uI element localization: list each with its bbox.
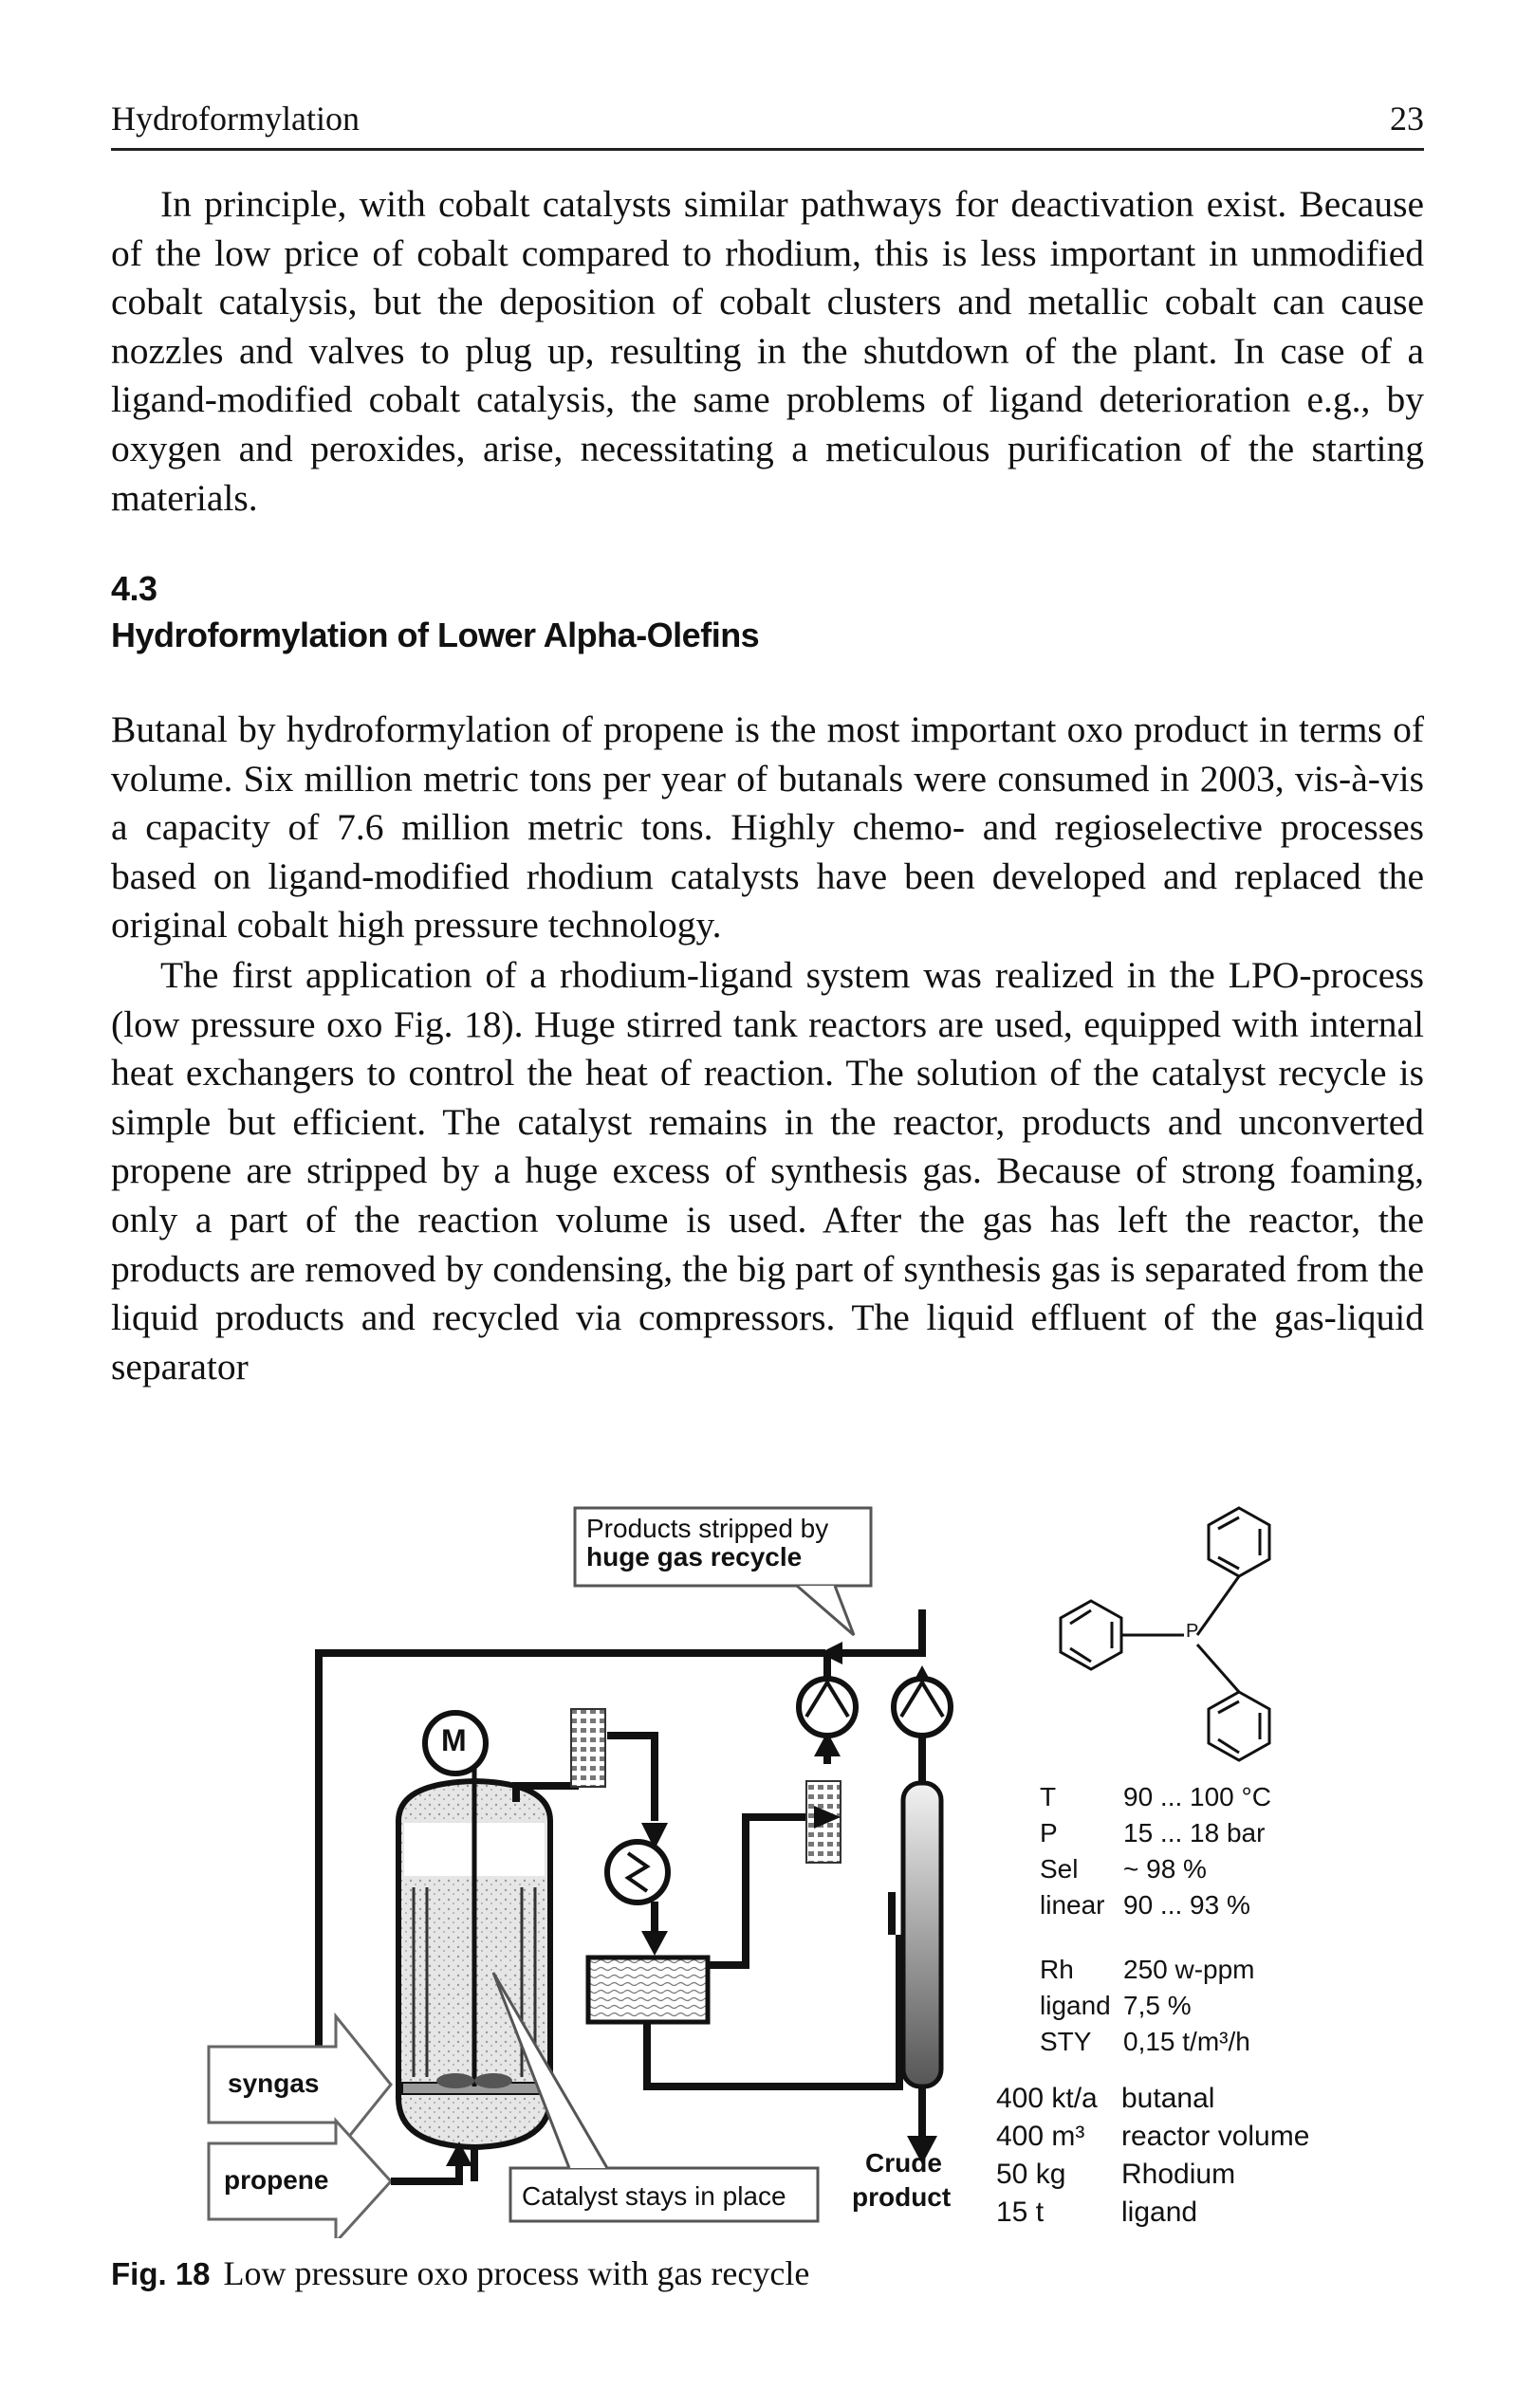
figure-caption <box>111 2253 809 2293</box>
compressor-1-icon <box>799 1679 856 1736</box>
plant-key: 15 t <box>996 2197 1045 2228</box>
paragraph-cobalt-deactivation: In principle, with cobalt catalysts similar pathways for deactivation exist. Because of the low price of cobalt compared to rhodium, this is less important in unmodified cobalt catalysis, but the deposition of cobalt clusters and metallic cobalt can cause nozzles and valves to plug up, resulting in the shutdown of the plant. In case of a ligand-modified cobalt catalysis, the same problems of ligand deterioration e.g., by oxygen and peroxides, arise, necessitating a meticulous purification of the starting materials. <box>111 183 1424 519</box>
stripping-column <box>903 1783 941 2164</box>
figure-caption-label: Fig. 18 <box>111 2256 211 2291</box>
reactor-vessel <box>398 1755 550 2181</box>
section-number: 4.3 <box>111 569 157 608</box>
plant-key: 400 m³ <box>996 2121 1085 2152</box>
motor-label: M <box>441 1723 467 1757</box>
phosphorus-label: P <box>1186 1621 1199 1642</box>
callout-products-line2: huge gas recycle <box>586 1542 803 1572</box>
condition-key: linear <box>1040 1890 1105 1920</box>
condition-key: T <box>1040 1782 1057 1811</box>
plant-key: 400 kt/a <box>996 2083 1098 2114</box>
section-title: Hydroformylation of Lower Alpha-Olefins <box>111 616 760 654</box>
syngas-label: syngas <box>228 2068 320 2098</box>
condition-key: Sel <box>1040 1854 1079 1884</box>
compressor-2-icon <box>894 1679 951 1736</box>
paragraph-lpo-process: The first application of a rhodium-ligand system was realized in the LPO-process (low pressure oxo Fig. 18). Huge stirred tank reactors are used, equipped with internal heat exchangers to control the heat of reaction. The solution of the catalyst recycle is simple but efficient. The catalyst remains in the reactor, products and unconverted propene are stripped by a huge excess of synthesis gas. Because of strong foaming, only a part of the reaction volume is used. After the gas has left the reactor, the products are removed by condensing, the big part of synthesis gas is separated from the liquid products and recycled via compressors. The liquid effluent of the gas-liquid separator <box>111 954 1424 1388</box>
catalyst-value: 0,15 t/m³/h <box>1123 2027 1250 2056</box>
condition-value: 15 ... 18 bar <box>1123 1818 1266 1847</box>
callout-products-line1: Products stripped by <box>586 1514 829 1543</box>
running-head-title: Hydroformylation <box>111 100 360 138</box>
triphenylphosphine-structure <box>1061 1508 1269 1760</box>
plant-value: ligand <box>1121 2197 1198 2228</box>
plant-value: reactor volume <box>1121 2121 1310 2152</box>
page-number: 23 <box>1390 100 1424 138</box>
heat-exchanger-1 <box>571 1709 605 1787</box>
catalyst-callout-label: Catalyst stays in place <box>522 2181 786 2211</box>
catalyst-value: 250 w-ppm <box>1123 1955 1255 1984</box>
product-label: product <box>852 2182 952 2212</box>
gas-liquid-separator <box>588 1958 708 2022</box>
figure-caption-text: Low pressure oxo process with gas recycle <box>223 2254 810 2292</box>
condition-value: 90 ... 100 °C <box>1123 1782 1271 1811</box>
condition-key: P <box>1040 1818 1058 1847</box>
crude-label: Crude <box>865 2148 942 2178</box>
plant-key: 50 kg <box>996 2159 1066 2190</box>
running-head <box>111 97 1424 151</box>
condition-value: ~ 98 % <box>1123 1854 1207 1884</box>
paragraph-butanal-volume: Butanal by hydroformylation of propene is the most important oxo product in terms of volume. Six million metric tons per year of butanals were consumed in 2003, vis-à-vis a capacity of 7.6 million metric tons. Highly chemo- and regioselective processes based on ligand-modified rhodium catalysts have been developed and replaced the original cobalt high pressure technology. <box>111 708 1424 947</box>
plant-value: Rhodium <box>1121 2159 1236 2190</box>
catalyst-key: ligand <box>1040 1991 1111 2020</box>
condenser-icon <box>607 1842 668 1903</box>
condition-value: 90 ... 93 % <box>1123 1890 1250 1920</box>
propene-label: propene <box>224 2165 329 2195</box>
catalyst-key: Rh <box>1040 1955 1074 1984</box>
catalyst-value: 7,5 % <box>1123 1991 1192 2020</box>
catalyst-key: STY <box>1040 2027 1092 2056</box>
plant-value: butanal <box>1121 2083 1215 2114</box>
